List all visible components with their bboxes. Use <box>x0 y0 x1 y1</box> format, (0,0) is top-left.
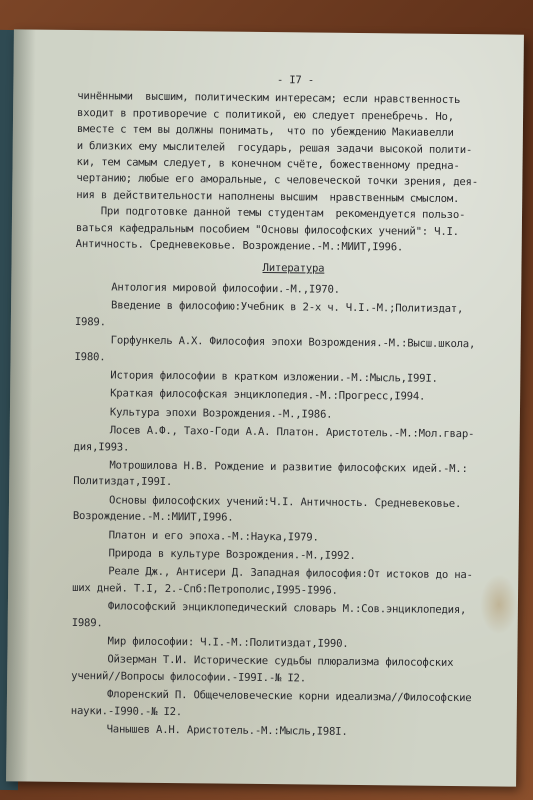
literature-heading-text: Литература <box>262 262 325 276</box>
text-line: Античность. Средневековье. Возрождение.-М.:МИИТ,I996. <box>75 238 404 254</box>
reference-continuation: учений//Вопросы философии.-I99I.-№ I2. <box>71 669 307 685</box>
page-number: - I7 - <box>276 74 315 87</box>
reference-text: Краткая философская энциклопедия.-М.:Прогресс,I994. <box>110 387 426 403</box>
reference-entry <box>110 404 510 425</box>
reference-entry <box>73 457 509 494</box>
text-line: ваться кафедральным пособием "Основы философских учений": Ч.I. <box>75 221 459 238</box>
reference-entry <box>71 599 508 636</box>
reference-text: Антология мировой философии.-М.,I970. <box>111 281 340 296</box>
reference-entry <box>108 545 508 566</box>
paragraph-2 <box>76 203 512 257</box>
document-page <box>6 29 524 786</box>
reference-continuation: дия,I993. <box>73 440 130 454</box>
reference-text: Реале Дж., Антисери Д. Западная философия:От истоков до на- <box>108 565 473 582</box>
text-line: При подготовке данной темы студентам рекомендуется пользо- <box>75 205 466 222</box>
reference-list <box>71 279 512 742</box>
reference-text: Мотрошилова Н.В. Рождение и развитие философских идей.-М.: <box>109 459 468 476</box>
reference-text: Горфункель А.Х. Философия эпохи Возрождения.-М.:Высш.школа, <box>110 334 476 351</box>
page-text <box>71 70 514 744</box>
text-line: чинёнными высшим, политическим интересам; если нравственность <box>77 90 461 107</box>
reference-text: Основы философских учений:Ч.I. Античность. Средневековье. <box>108 494 462 510</box>
reference-entry <box>74 332 510 369</box>
text-line: чертанию; любые его аморальные, с человеческой точки зрения, дея- <box>76 172 479 189</box>
paragraph-1 <box>76 88 513 207</box>
text-line: ния в действительности наполнены высшим нравственным смыслом. <box>76 188 460 205</box>
reference-text: Мир философии: Ч.I.-М.:Политиздат,I990. <box>107 635 349 650</box>
reference-text: История философии в кратком изложении.-М.:Мысль,I99I. <box>110 369 438 385</box>
reference-entry <box>107 721 507 742</box>
reference-entry <box>73 423 509 460</box>
reference-continuation: науки.-I990.-№ I2. <box>70 704 183 718</box>
reference-entry <box>70 687 507 724</box>
reference-entry <box>72 564 508 601</box>
reference-text: Чанышев А.Н. Аристотель.-М.:Мысль,I98I. <box>106 723 348 738</box>
reference-continuation: ших дней. Т.I, 2.-Спб:Петрополис,I995-I996. <box>72 581 338 597</box>
reference-text: Ойзерман Т.И. Исторические судьбы плюрализма философских <box>107 653 454 670</box>
reference-text: Природа в культуре Возрождения.-М.,I992. <box>108 547 356 562</box>
reference-text: Философский энциклопедический словарь М.:Сов.энциклопедия, <box>107 600 467 617</box>
reference-continuation: I989. <box>71 616 103 629</box>
reference-continuation: Политиздат,I99I. <box>73 475 173 489</box>
reference-entry <box>107 633 507 654</box>
reference-continuation: I980. <box>74 350 106 363</box>
reference-text: Платон и его эпоха.-М.:Наука,I979. <box>108 528 319 544</box>
reference-text: Введение в философию:Учебник в 2-х ч. Ч.I.-М.;Политиздат, <box>111 299 464 316</box>
reference-entry <box>71 652 507 689</box>
reference-entry <box>72 492 509 529</box>
text-line: ки, тем самым следует, в конечном счёте, божественному предна- <box>76 156 460 173</box>
reference-entry <box>110 367 510 388</box>
reference-entry <box>110 386 510 407</box>
reference-continuation: Возрождение.-М.:МИИТ,I996. <box>72 510 234 524</box>
reference-entry <box>111 279 511 300</box>
text-line: и близких ему мыслителей государь, решая задачи высокой полити- <box>76 139 473 156</box>
reference-continuation: I989. <box>74 315 106 329</box>
literature-heading <box>75 258 511 279</box>
reference-entry <box>74 298 511 335</box>
reference-text: Культура эпохи Возрождения.-М.,I986. <box>109 406 333 421</box>
reference-entry <box>109 527 509 548</box>
reference-text: Лосев А.Ф., Тахо-Годи А.А. Платон. Аристотель.-М.:Мол.гвар- <box>109 424 475 441</box>
reference-text: Флоренский П. Общечеловеческие корни идеализма//Философские <box>106 688 472 705</box>
text-line: вместе с тем вы должны понимать, что по убеждению Макиавелли <box>76 123 454 140</box>
text-line: входит в противоречие с политикой, ею следует пренебречь. Но, <box>77 106 454 123</box>
